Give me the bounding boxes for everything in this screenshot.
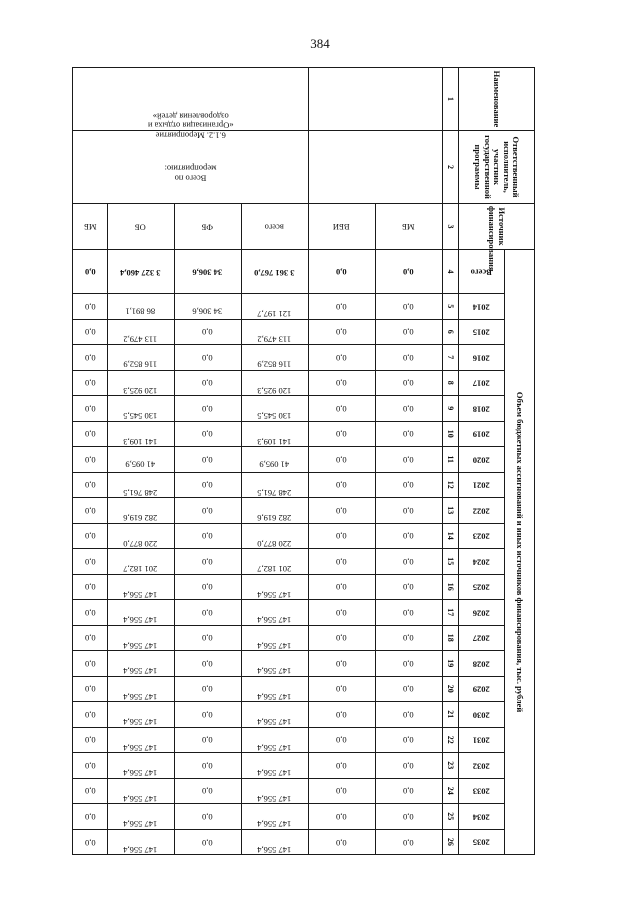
- cell-value: 0,0: [308, 727, 375, 753]
- column-number: 4: [442, 250, 458, 294]
- cell-value: 147 556,4: [107, 829, 174, 855]
- header-source: Источник финансирования: [458, 204, 534, 250]
- cell-value: 0,0: [73, 447, 108, 473]
- cell-value: 0,0: [375, 549, 442, 575]
- table-row: [241, 68, 308, 855]
- cell-value: 0,0: [375, 294, 442, 320]
- column-number: 8: [442, 370, 458, 396]
- cell-value: 130 545,5: [107, 396, 174, 422]
- cell-value: 0,0: [73, 625, 108, 651]
- cell-value: 147 556,4: [241, 804, 308, 830]
- cell-value: 147 556,4: [241, 778, 308, 804]
- cell-value: 0,0: [375, 651, 442, 677]
- cell-value: 0,0: [308, 676, 375, 702]
- cell-value: 147 556,4: [241, 676, 308, 702]
- cell-value: 147 556,4: [107, 625, 174, 651]
- column-number: 18: [442, 625, 458, 651]
- cell-value: 41 095,9: [107, 447, 174, 473]
- cell-value: 147 556,4: [241, 702, 308, 728]
- column-number: 25: [442, 804, 458, 830]
- cell-value: 0,0: [174, 396, 241, 422]
- cell-value: 0,0: [73, 370, 108, 396]
- cell-total: 0,0: [375, 250, 442, 294]
- cell-value: 0,0: [73, 676, 108, 702]
- cell-value: 0,0: [375, 523, 442, 549]
- column-number: 22: [442, 727, 458, 753]
- cell-value: 0,0: [174, 727, 241, 753]
- cell-value: 0,0: [375, 498, 442, 524]
- cell-value: 0,0: [375, 804, 442, 830]
- column-number: 13: [442, 498, 458, 524]
- header-year: 2034: [458, 804, 504, 830]
- cell-value: 0,0: [73, 574, 108, 600]
- column-number: 24: [442, 778, 458, 804]
- cell-value: 248 761,5: [241, 472, 308, 498]
- header-volume: Объем бюджетных ассигнований и иных источников финансирования, тыс. рублей: [504, 250, 534, 855]
- cell-value: 0,0: [73, 829, 108, 855]
- cell-value: 0,0: [375, 472, 442, 498]
- cell-value: 120 925,3: [107, 370, 174, 396]
- cell-value: 147 556,4: [241, 753, 308, 779]
- cell-value: 0,0: [308, 396, 375, 422]
- header-year: 2017: [458, 370, 504, 396]
- cell-total: 0,0: [308, 250, 375, 294]
- column-number: 16: [442, 574, 458, 600]
- cell-value: 147 556,4: [107, 574, 174, 600]
- column-number: 21: [442, 702, 458, 728]
- cell-value: 0,0: [174, 804, 241, 830]
- cell-total: 3 361 767,0: [241, 250, 308, 294]
- cell-value: 0,0: [73, 753, 108, 779]
- column-number: 19: [442, 651, 458, 677]
- header-executor: Ответственный исполнитель, участник государственной программы: [458, 131, 534, 204]
- rotated-table-frame: [72, 67, 535, 854]
- header-year: 2027: [458, 625, 504, 651]
- cell-source: МБ: [73, 204, 108, 250]
- header-year: 2026: [458, 600, 504, 626]
- cell-value: 0,0: [375, 727, 442, 753]
- cell-value: 220 877,0: [241, 523, 308, 549]
- header-year: 2024: [458, 549, 504, 575]
- cell-value: 147 556,4: [241, 574, 308, 600]
- cell-value: 147 556,4: [107, 778, 174, 804]
- cell-value: 0,0: [308, 625, 375, 651]
- cell-value: 0,0: [375, 421, 442, 447]
- cell-value: 147 556,4: [107, 753, 174, 779]
- column-number: 9: [442, 396, 458, 422]
- cell-value: 220 877,0: [107, 523, 174, 549]
- header-year: 2021: [458, 472, 504, 498]
- header-year: 2022: [458, 498, 504, 524]
- header-year: 2035: [458, 829, 504, 855]
- cell-value: 0,0: [174, 498, 241, 524]
- cell-value: 0,0: [308, 829, 375, 855]
- column-number: 5: [442, 294, 458, 320]
- cell-value: 121 197,7: [241, 294, 308, 320]
- header-year: 2030: [458, 702, 504, 728]
- cell-total: 34 306,6: [174, 250, 241, 294]
- header-year: 2028: [458, 651, 504, 677]
- cell-value: 0,0: [375, 778, 442, 804]
- cell-value: 0,0: [174, 421, 241, 447]
- cell-value: 116 852,9: [241, 345, 308, 371]
- cell-value: 0,0: [375, 600, 442, 626]
- header-name: Наименование: [458, 68, 534, 131]
- column-number: 11: [442, 447, 458, 473]
- column-number: 2: [442, 131, 458, 204]
- cell-value: 0,0: [174, 574, 241, 600]
- cell-value: 0,0: [375, 625, 442, 651]
- header-year: 2023: [458, 523, 504, 549]
- cell-value: 0,0: [375, 319, 442, 345]
- cell-value: 141 109,3: [241, 421, 308, 447]
- cell-value: 0,0: [73, 804, 108, 830]
- cell-value: 147 556,4: [241, 727, 308, 753]
- cell-value: 0,0: [73, 778, 108, 804]
- cell-value: 0,0: [308, 498, 375, 524]
- header-row-1: [504, 68, 534, 855]
- column-number: 23: [442, 753, 458, 779]
- cell-value: 0,0: [73, 319, 108, 345]
- cell-value: 0,0: [375, 370, 442, 396]
- cell-value: 0,0: [73, 421, 108, 447]
- cell-value: 0,0: [308, 370, 375, 396]
- cell-value: 201 182,7: [241, 549, 308, 575]
- cell-value: 0,0: [308, 778, 375, 804]
- cell-source: МБ: [375, 204, 442, 250]
- cell-value: 248 761,5: [107, 472, 174, 498]
- cell-value: 0,0: [174, 447, 241, 473]
- table-body: [73, 68, 535, 855]
- cell-value: 0,0: [308, 319, 375, 345]
- cell-value: 0,0: [308, 804, 375, 830]
- cell-value: 0,0: [174, 523, 241, 549]
- cell-value: 0,0: [73, 702, 108, 728]
- header-year: 2018: [458, 396, 504, 422]
- cell-source: ВБИ: [308, 204, 375, 250]
- cell-value: 147 556,4: [241, 651, 308, 677]
- cell-value: 0,0: [308, 574, 375, 600]
- cell-value: 0,0: [174, 676, 241, 702]
- header-year: 2025: [458, 574, 504, 600]
- header-year: 2020: [458, 447, 504, 473]
- cell-measure-executor: Всего по мероприятию:: [73, 131, 309, 204]
- header-year: 2029: [458, 676, 504, 702]
- cell-value: 0,0: [308, 345, 375, 371]
- header-year: 2031: [458, 727, 504, 753]
- cell-value: 0,0: [73, 345, 108, 371]
- cell-value: 0,0: [308, 702, 375, 728]
- cell-value: 0,0: [308, 294, 375, 320]
- header-year: 2016: [458, 345, 504, 371]
- header-year: 2033: [458, 778, 504, 804]
- cell-value: 147 556,4: [107, 600, 174, 626]
- header-total: Всего: [458, 250, 504, 294]
- column-number: 14: [442, 523, 458, 549]
- cell-value: 116 852,9: [107, 345, 174, 371]
- table-row: [375, 68, 442, 855]
- cell-value: 147 556,4: [107, 804, 174, 830]
- column-number: 1: [442, 68, 458, 131]
- cell-source: ФБ: [174, 204, 241, 250]
- cell-value: 86 891,1: [107, 294, 174, 320]
- column-number: 15: [442, 549, 458, 575]
- cell-value: 34 306,6: [174, 294, 241, 320]
- cell-total: 0,0: [73, 250, 108, 294]
- cell-source: всего: [241, 204, 308, 250]
- cell-value: 0,0: [308, 421, 375, 447]
- cell-value: 113 479,2: [241, 319, 308, 345]
- header-year: 2015: [458, 319, 504, 345]
- page-number: 384: [310, 36, 330, 51]
- column-number: 12: [442, 472, 458, 498]
- cell-value: 282 619,6: [241, 498, 308, 524]
- cell-value: 0,0: [174, 549, 241, 575]
- cell-value: 0,0: [174, 472, 241, 498]
- cell-value: 0,0: [174, 778, 241, 804]
- cell-value: 0,0: [73, 294, 108, 320]
- cell-value: 0,0: [375, 447, 442, 473]
- cell-value: 0,0: [375, 753, 442, 779]
- cell-value: 0,0: [308, 549, 375, 575]
- cell-value: 201 182,7: [107, 549, 174, 575]
- cell-value: 0,0: [308, 753, 375, 779]
- cell-value: 0,0: [73, 600, 108, 626]
- cell-name-continued: [308, 68, 442, 131]
- column-number: 6: [442, 319, 458, 345]
- header-year: 2019: [458, 421, 504, 447]
- cell-value: 0,0: [308, 523, 375, 549]
- cell-value: 282 619,6: [107, 498, 174, 524]
- cell-value: 0,0: [308, 447, 375, 473]
- cell-value: 0,0: [73, 727, 108, 753]
- cell-value: 113 479,2: [107, 319, 174, 345]
- cell-value: 0,0: [375, 829, 442, 855]
- cell-value: 0,0: [73, 651, 108, 677]
- cell-value: 0,0: [375, 396, 442, 422]
- cell-value: 147 556,4: [107, 676, 174, 702]
- cell-value: 0,0: [174, 829, 241, 855]
- budget-table-rotated: [72, 67, 535, 854]
- cell-value: 0,0: [174, 319, 241, 345]
- cell-value: 147 556,4: [107, 727, 174, 753]
- cell-value: 0,0: [308, 600, 375, 626]
- cell-value: 147 556,4: [241, 600, 308, 626]
- cell-value: 0,0: [73, 523, 108, 549]
- cell-value: 0,0: [73, 498, 108, 524]
- cell-value: 147 556,4: [107, 702, 174, 728]
- column-number: 17: [442, 600, 458, 626]
- cell-source: ОБ: [107, 204, 174, 250]
- cell-value: 0,0: [73, 396, 108, 422]
- column-number: 7: [442, 345, 458, 371]
- cell-total: 3 327 460,4: [107, 250, 174, 294]
- cell-value: 0,0: [174, 753, 241, 779]
- cell-value: 0,0: [174, 370, 241, 396]
- cell-value: 147 556,4: [241, 829, 308, 855]
- cell-value: 147 556,4: [107, 651, 174, 677]
- column-number: 3: [442, 204, 458, 250]
- cell-value: 120 925,3: [241, 370, 308, 396]
- budget-table: [72, 67, 535, 855]
- cell-value: 0,0: [375, 345, 442, 371]
- cell-value: 41 095,9: [241, 447, 308, 473]
- cell-value: 0,0: [174, 702, 241, 728]
- cell-value: 0,0: [174, 600, 241, 626]
- cell-value: 130 545,5: [241, 396, 308, 422]
- header-year: 2014: [458, 294, 504, 320]
- cell-value: 0,0: [73, 549, 108, 575]
- cell-value: 0,0: [375, 702, 442, 728]
- cell-value: 141 109,3: [107, 421, 174, 447]
- column-number: 10: [442, 421, 458, 447]
- column-number: 20: [442, 676, 458, 702]
- cell-value: 147 556,4: [241, 625, 308, 651]
- cell-executor-continued: [308, 131, 442, 204]
- cell-value: 0,0: [174, 345, 241, 371]
- cell-measure-name: 6.1.2. Мероприятие «Организация отдыха и оздоровления детей»: [73, 68, 309, 131]
- cell-value: 0,0: [308, 651, 375, 677]
- cell-value: 0,0: [375, 574, 442, 600]
- cell-value: 0,0: [174, 651, 241, 677]
- cell-value: 0,0: [375, 676, 442, 702]
- cell-value: 0,0: [308, 472, 375, 498]
- column-number-row: [442, 68, 458, 855]
- cell-value: 0,0: [174, 625, 241, 651]
- header-year: 2032: [458, 753, 504, 779]
- cell-value: 0,0: [73, 472, 108, 498]
- column-number: 26: [442, 829, 458, 855]
